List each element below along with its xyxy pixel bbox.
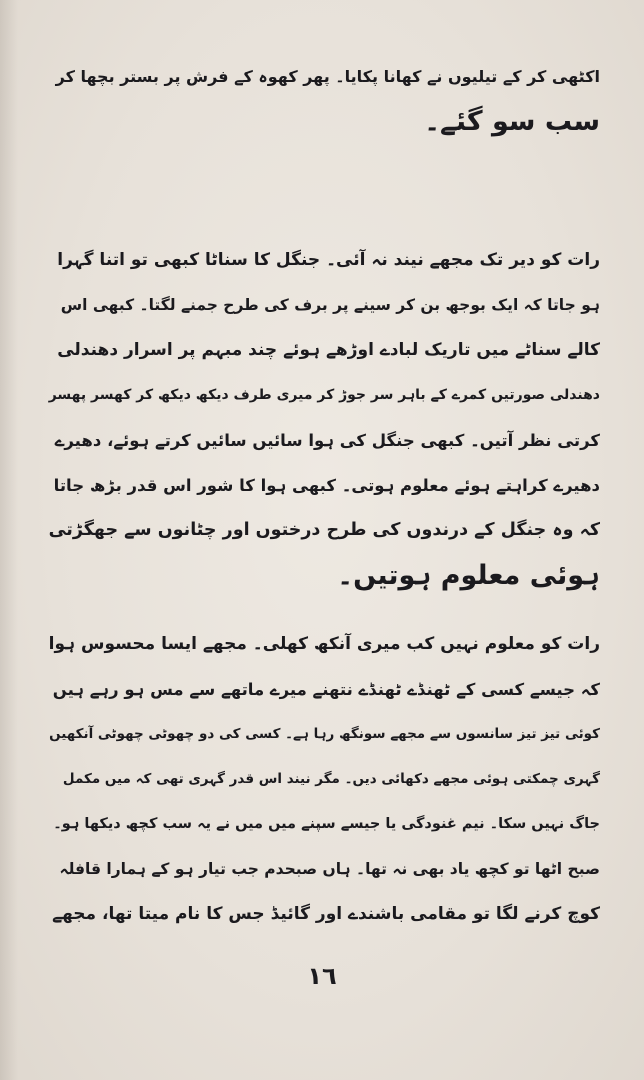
text-line: دھیرے کراہتے ہوئے معلوم ہوتی۔ کبھی ہوا کا شور اس قدر بڑھ جاتا <box>53 476 600 495</box>
paragraph-dream <box>44 622 600 937</box>
text-line: اکٹھی کر کے تیلیوں نے کھانا پکایا۔ پھر کھوہ کے فرش پر بستر بچھا کر <box>55 67 600 86</box>
page-edge-shadow <box>0 0 18 1080</box>
text-line: کالے سناٹے میں تاریک لبادے اوڑھے ہوئے چند مبہم پر اسرار دھندلی <box>57 340 600 360</box>
text-line: کوچ کرنے لگا تو مقامی باشندے اور گائیڈ جس کا نام میتا تھا، مجھے <box>52 904 600 924</box>
text-line: گہری چمکتی ہوئی مجھے دکھائی دیں۔ مگر نیند اس قدر گہری تھی کہ میں مکمل <box>62 771 600 787</box>
page-number: ١٦ <box>307 962 337 990</box>
text-line: ہوئی معلوم ہوتیں۔ <box>337 560 600 591</box>
paragraph-night <box>44 238 600 598</box>
text-line: کہ وہ جنگل کے درندوں کی طرح درختوں اور چٹانوں سے جھگڑتی <box>48 520 600 540</box>
text-line: سب سو گئے۔ <box>424 106 600 137</box>
text-line: ہو جاتا کہ ایک بوجھ بن کر سینے پر برف کی طرح جمنے لگتا۔ کبھی اس <box>60 296 600 314</box>
text-line: کوئی تیز تیز سانسوں سے مجھے سونگھ رہا ہے۔ کسی کی دو چھوٹی چھوٹی آنکھیں <box>49 726 600 742</box>
text-line: صبح اٹھا تو کچھ یاد بھی نہ تھا۔ ہاں صبحدم جب تیار ہو کے ہمارا قافلہ <box>59 860 600 878</box>
text-line: دھندلی صورتیں کمرے کے باہر سر جوڑ کر میری طرف دیکھ دیکھ کر کھسر پھسر <box>48 387 600 403</box>
text-line: کرتی نظر آتیں۔ کبھی جنگل کی ہوا سائیں سائیں کرتے ہوئے، دھیرے <box>54 431 600 450</box>
text-line: رات کو دیر تک مجھے نیند نہ آئی۔ جنگل کا سناٹا کبھی تو اتنا گہرا <box>57 250 600 270</box>
text-line: رات کو معلوم نہیں کب میری آنکھ کھلی۔ مجھے ایسا محسوس ہوا <box>48 634 600 654</box>
text-line: کہ جیسے کسی کے ٹھنڈے ٹھنڈے نتھنے میرے ماتھے سے مس ہو رہے ہیں <box>52 680 600 699</box>
text-line: جاگ نہیں سکا۔ نیم غنودگی یا جیسے سپنے میں میں نے یہ سب کچھ دیکھا ہو۔ <box>53 816 600 832</box>
paragraph-continuation <box>44 54 600 144</box>
